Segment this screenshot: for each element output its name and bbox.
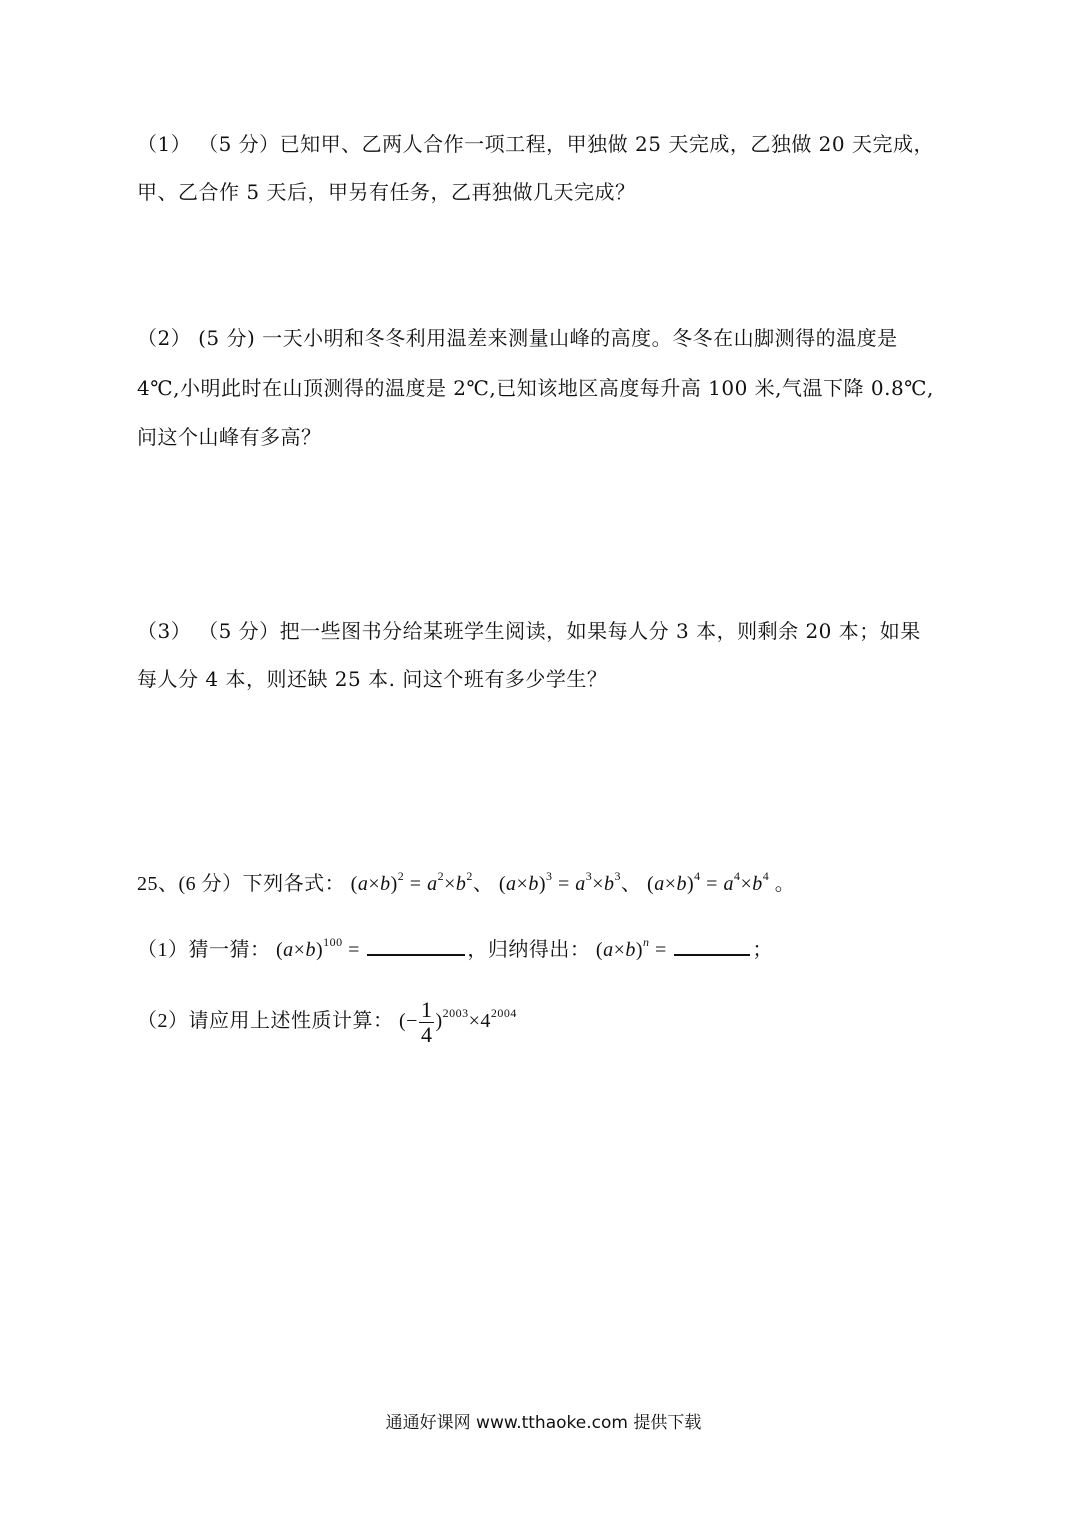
fraction-one-quarter: $\frac{1}{4}$ xyxy=(420,997,433,1047)
formula-general: $(a\times b)^n$ = xyxy=(595,935,667,961)
q2-line-1: （2） (5 分) 一天小明和冬冬利用温差来测量山峰的高度。冬冬在山脚测得的温度是 xyxy=(137,326,898,350)
footer-credit: 通通好课网 www.tthaoke.com 提供下载 xyxy=(385,1413,702,1433)
q25-part1-label: （1）猜一猜： xyxy=(137,939,271,961)
q25-induce: ，归纳得出： xyxy=(467,939,591,961)
formula-compute: (− $\frac{1}{4}$ )$^{2003}\times 4^{2004}$ xyxy=(399,997,517,1047)
formula-square: $(a\times b)^2 = a^2\times b^2$ xyxy=(350,869,473,895)
q3-line-1: （3） （5 分）把一些图书分给某班学生阅读，如果每人分 3 本，则剩余 20 本；如果 xyxy=(137,619,921,643)
q25-part2-label: （2）请应用上述性质计算： xyxy=(137,1010,394,1033)
q25-part1: （1）猜一猜： $(a\times b)^{100}$ = ，归纳得出： $(a\times b)^n$ = ； xyxy=(137,935,773,961)
q25-prefix: 25、(6 分）下列各式： xyxy=(137,873,346,895)
q25-part2 xyxy=(137,998,517,1047)
formula-guess: $(a\times b)^{100}$ = xyxy=(276,935,360,961)
formula-fourth: $(a\times b)^4 = a^4\times b^4$ xyxy=(647,869,770,895)
q25-statement: 25、(6 分）下列各式： $(a\times b)^2 = a^2\times b^2$、 $(a\times b)^3 = a^3\times b^3$、 $(a\times b)^4 = a^4\times b^4$ 。 xyxy=(137,869,796,895)
q2-line-3: 问这个山峰有多高？ xyxy=(137,425,322,449)
q1-line-2: 甲、乙合作 5 天后，甲另有任务，乙再独做几天完成？ xyxy=(137,180,636,204)
formula-cube: $(a\times b)^3 = a^3\times b^3$ xyxy=(498,869,622,895)
answer-blank-1[interactable] xyxy=(367,936,465,956)
q2-line-2: 4℃,小明此时在山顶测得的温度是 2℃,已知该地区高度每升高 100 米,气温下降 0.8℃, xyxy=(137,376,934,400)
q1-line-1: （1） （5 分）已知甲、乙两人合作一项工程，甲独做 25 天完成，乙独做 20 天完成， xyxy=(137,132,934,156)
answer-blank-2[interactable] xyxy=(674,936,750,956)
q3-line-2: 每人分 4 本，则还缺 25 本. 问这个班有多少学生？ xyxy=(137,667,608,691)
